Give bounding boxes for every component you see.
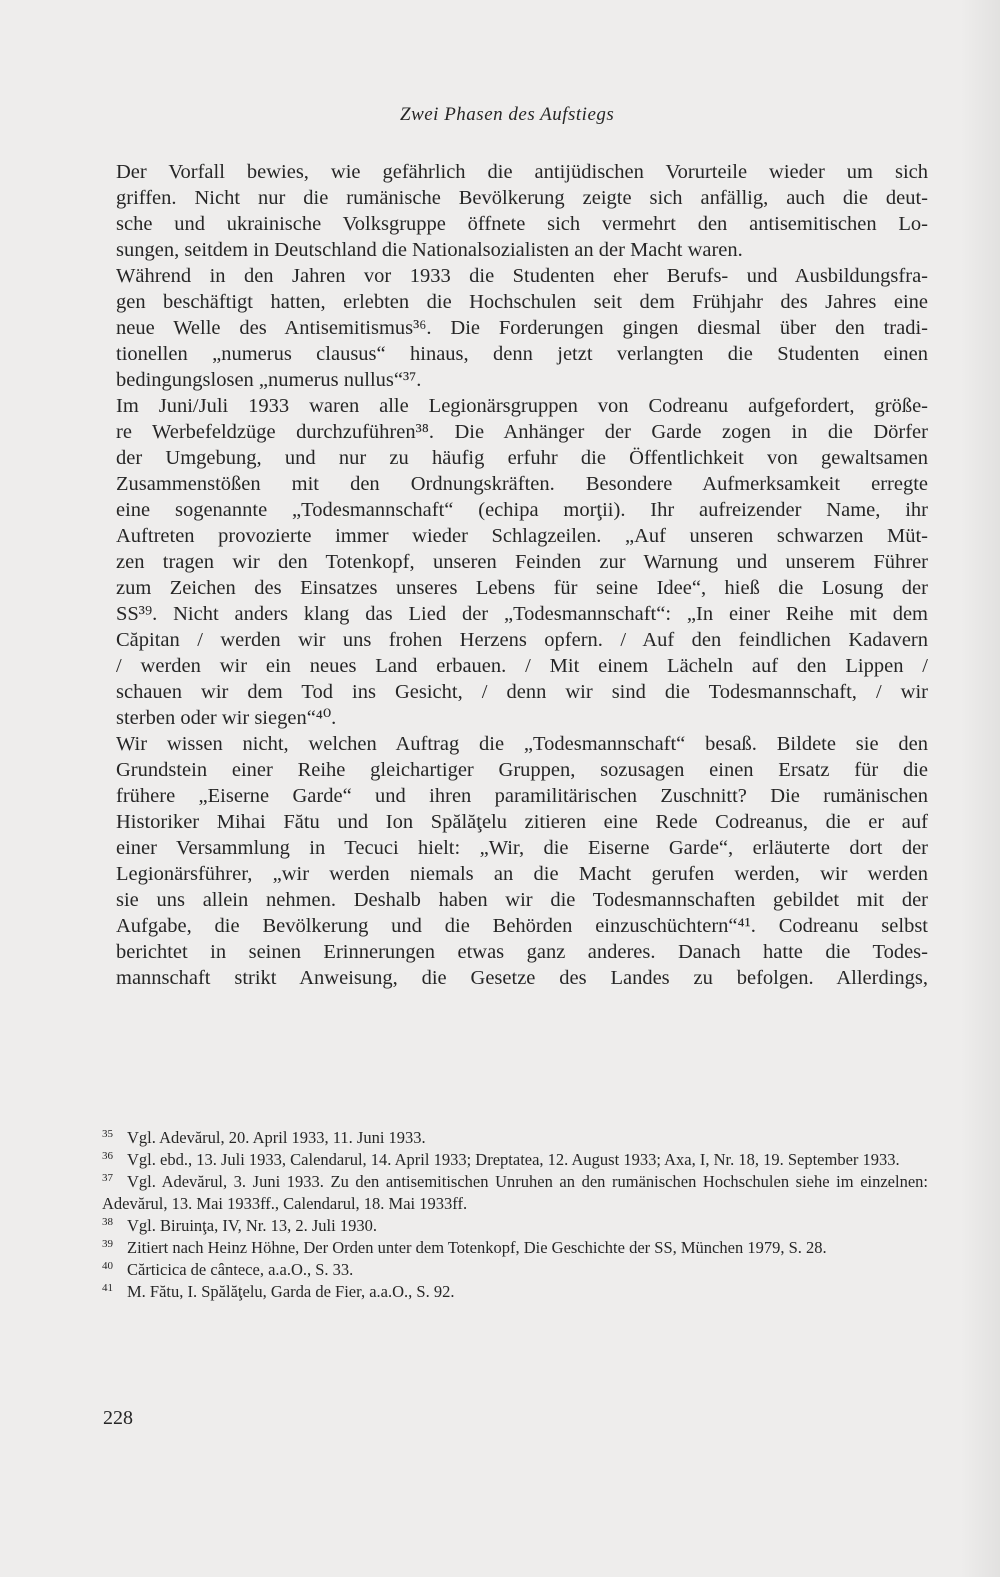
footnote xyxy=(102,1237,928,1259)
body-line: gen beschäftigt hatten, erlebten die Hochschulen seit dem Frühjahr des Jahres eine xyxy=(116,291,928,313)
footnote xyxy=(102,1149,928,1171)
page-edge-shadow xyxy=(960,0,1000,1577)
footnote-number: 40 xyxy=(102,1259,113,1272)
footnote xyxy=(102,1171,928,1215)
body-line: sche und ukrainische Volksgruppe öffnete sich vermehrt den antisemitischen Lo- xyxy=(116,213,928,235)
body-line: einer Versammlung in Tecuci hielt: „Wir, die Eiserne Garde“, erläuterte dort der xyxy=(116,837,928,859)
footnotes xyxy=(102,1127,928,1303)
footnote xyxy=(102,1259,928,1281)
body-line: Grundstein einer Reihe gleichartiger Gruppen, sozusagen einen Ersatz für die xyxy=(116,759,928,781)
body-line: Zusammenstößen mit den Ordnungskräften. Besondere Aufmerksamkeit erregte xyxy=(116,473,928,495)
body-line: zum Zeichen des Einsatzes unseres Lebens für seine Idee“, hieß die Losung der xyxy=(116,577,928,599)
footnote xyxy=(102,1215,928,1237)
body-line: sungen, seitdem in Deutschland die Nationalsozialisten an der Macht waren. xyxy=(116,239,743,261)
running-head: Zwei Phasen des Aufstiegs xyxy=(400,104,615,125)
footnote-number: 41 xyxy=(102,1281,113,1294)
body-line: eine sogenannte „Todesmannschaft“ (echipa morţii). Ihr aufreizender Name, ihr xyxy=(116,499,928,521)
footnote-number: 36 xyxy=(102,1149,113,1162)
footnote-number: 35 xyxy=(102,1127,113,1140)
body-line: Auftreten provozierte immer wieder Schlagzeilen. „Auf unseren schwarzen Müt- xyxy=(116,525,928,547)
body-line: Während in den Jahren vor 1933 die Studenten eher Berufs- und Ausbildungsfra- xyxy=(116,265,928,287)
body-line: schauen wir dem Tod ins Gesicht, / denn wir sind die Todesmannschaft, / wir xyxy=(116,681,928,703)
footnote-number: 38 xyxy=(102,1215,113,1228)
body-line: SS³⁹. Nicht anders klang das Lied der „Todesmannschaft“: „In einer Reihe mit dem xyxy=(116,603,928,625)
footnote-number: 39 xyxy=(102,1237,113,1250)
body-line: re Werbefeldzüge durchzuführen³⁸. Die Anhänger der Garde zogen in die Dörfer xyxy=(116,421,928,443)
body-line: bedingungslosen „numerus nullus“³⁷. xyxy=(116,369,422,391)
body-line: der Umgebung, und nur zu häufig erfuhr die Öffentlichkeit von gewaltsamen xyxy=(116,447,928,469)
body-line: Aufgabe, die Bevölkerung und die Behörden einzuschüchtern“⁴¹. Codreanu selbst xyxy=(116,915,928,937)
footnote-text: Cărticica de cântece, a.a.O., S. 33. xyxy=(127,1260,354,1279)
body-line: neue Welle des Antisemitismus³⁶. Die Forderungen gingen diesmal über den tradi- xyxy=(116,317,928,339)
footnote-text: Vgl. Adevărul, 20. April 1933, 11. Juni 1933. xyxy=(127,1128,426,1147)
body-line: griffen. Nicht nur die rumänische Bevölkerung zeigte sich anfällig, auch die deut- xyxy=(116,187,928,209)
body-line: Historiker Mihai Fătu und Ion Spălăţelu zitieren eine Rede Codreanus, die er auf xyxy=(116,811,928,833)
footnote xyxy=(102,1281,928,1303)
body-line: sie uns allein nehmen. Deshalb haben wir die Todesmannschaften gebildet mit der xyxy=(116,889,928,911)
footnote-text: Vgl. ebd., 13. Juli 1933, Calendarul, 14. April 1933; Dreptatea, 12. August 1933; Axa, I, Nr. 18, 19. September 1933. xyxy=(127,1150,900,1169)
body-line: Der Vorfall bewies, wie gefährlich die antijüdischen Vorurteile wieder um sich xyxy=(116,161,928,183)
body-line: berichtet in seinen Erinnerungen etwas ganz anderes. Danach hatte die Todes- xyxy=(116,941,928,963)
footnote-text: M. Fătu, I. Spălăţelu, Garda de Fier, a.a.O., S. 92. xyxy=(127,1282,455,1301)
body-line: tionellen „numerus clausus“ hinaus, denn jetzt verlangten die Studenten einen xyxy=(116,343,928,365)
footnote-text: Vgl. Adevărul, 3. Juni 1933. Zu den antisemitischen Unruhen an den rumänischen Hochschulen siehe im einzelnen: Adevărul, 13. Mai 1933ff., Calendarul, 18. Mai 1933ff. xyxy=(102,1172,928,1213)
body-text xyxy=(116,159,928,991)
footnote-text: Vgl. Biruinţa, IV, Nr. 13, 2. Juli 1930. xyxy=(127,1216,377,1235)
body-line: mannschaft strikt Anweisung, die Gesetze des Landes zu befolgen. Allerdings, xyxy=(116,967,928,989)
footnote xyxy=(102,1127,928,1149)
body-line: Căpitan / werden wir uns frohen Herzens opfern. / Auf den feindlichen Kadavern xyxy=(116,629,928,651)
footnote-number: 37 xyxy=(102,1171,113,1184)
body-line: / werden wir ein neues Land erbauen. / Mit einem Lächeln auf den Lippen / xyxy=(116,655,928,677)
body-line: Im Juni/Juli 1933 waren alle Legionärsgruppen von Codreanu aufgefordert, größe- xyxy=(116,395,928,417)
page-number: 228 xyxy=(103,1407,133,1429)
body-line: sterben oder wir siegen“⁴⁰. xyxy=(116,707,337,729)
body-line: zen tragen wir den Totenkopf, unseren Feinden zur Warnung und unserem Führer xyxy=(116,551,928,573)
footnote-text: Zitiert nach Heinz Höhne, Der Orden unter dem Totenkopf, Die Geschichte der SS, München 1979, S. 28. xyxy=(127,1238,827,1257)
body-line: Legionärsführer, „wir werden niemals an die Macht gerufen werden, wir werden xyxy=(116,863,928,885)
body-line: frühere „Eiserne Garde“ und ihren paramilitärischen Zuschnitt? Die rumänischen xyxy=(116,785,928,807)
body-line: Wir wissen nicht, welchen Auftrag die „Todesmannschaft“ besaß. Bildete sie den xyxy=(116,733,928,755)
